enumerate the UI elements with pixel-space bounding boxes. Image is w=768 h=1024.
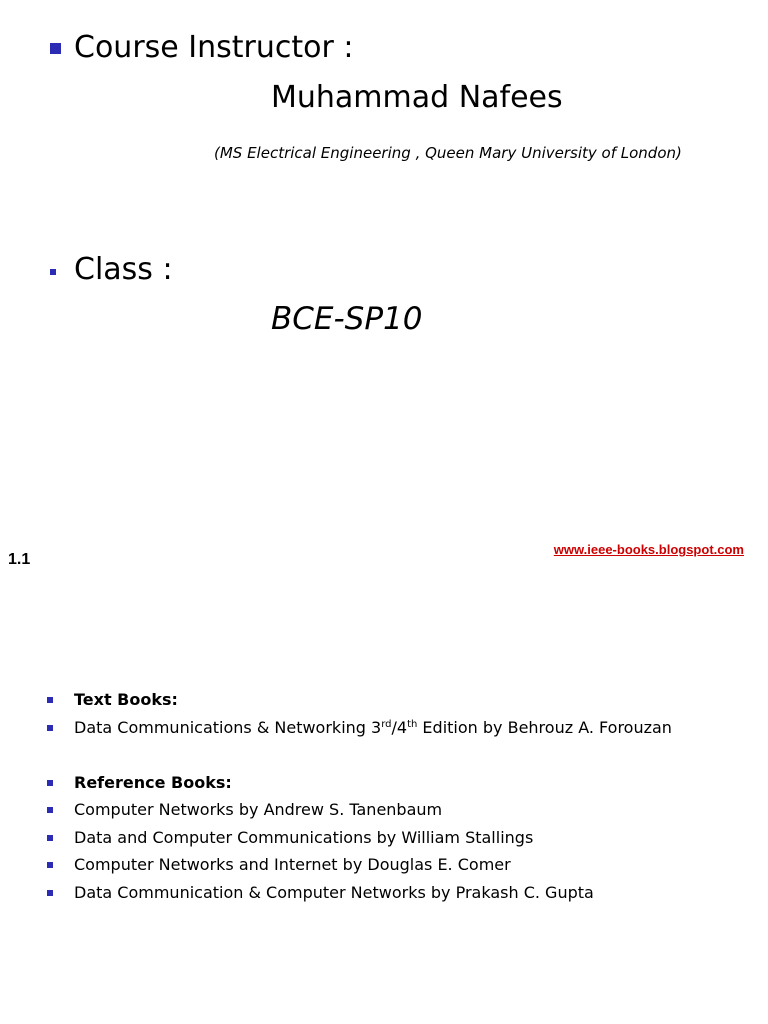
bullet-icon [47, 697, 53, 703]
bullet-icon [50, 43, 61, 54]
bullet-icon [47, 807, 53, 813]
bullet-icon [47, 725, 53, 731]
slide-number: 1.1 [8, 551, 31, 568]
bullet-icon [50, 269, 56, 275]
reference-book-item: Computer Networks by Andrew S. Tanenbaum [74, 800, 443, 819]
instructor-credentials: (MS Electrical Engineering , Queen Mary University of London) [214, 144, 682, 162]
bullet-icon [47, 862, 53, 868]
reference-books-heading: Reference Books: [74, 773, 232, 792]
reference-book-item: Computer Networks and Internet by Douglas E. Comer [74, 855, 511, 874]
reference-book-item: Data Communication & Computer Networks by Prakash C. Gupta [74, 883, 594, 902]
class-heading: Class : [74, 252, 173, 287]
bullet-icon [47, 780, 53, 786]
bullet-icon [47, 890, 53, 896]
reference-book-item: Data and Computer Communications by William Stallings [74, 828, 534, 847]
class-value: BCE-SP10 [271, 301, 423, 337]
instructor-name: Muhammad Nafees [271, 80, 563, 115]
bullet-icon [47, 835, 53, 841]
text-book-item: Data Communications & Networking 3rd/4th Edition by Behrouz A. Forouzan [74, 718, 672, 737]
text-books-heading: Text Books: [74, 690, 178, 709]
footer-link[interactable]: www.ieee-books.blogspot.com [553, 542, 744, 557]
instructor-heading: Course Instructor : [74, 30, 354, 65]
